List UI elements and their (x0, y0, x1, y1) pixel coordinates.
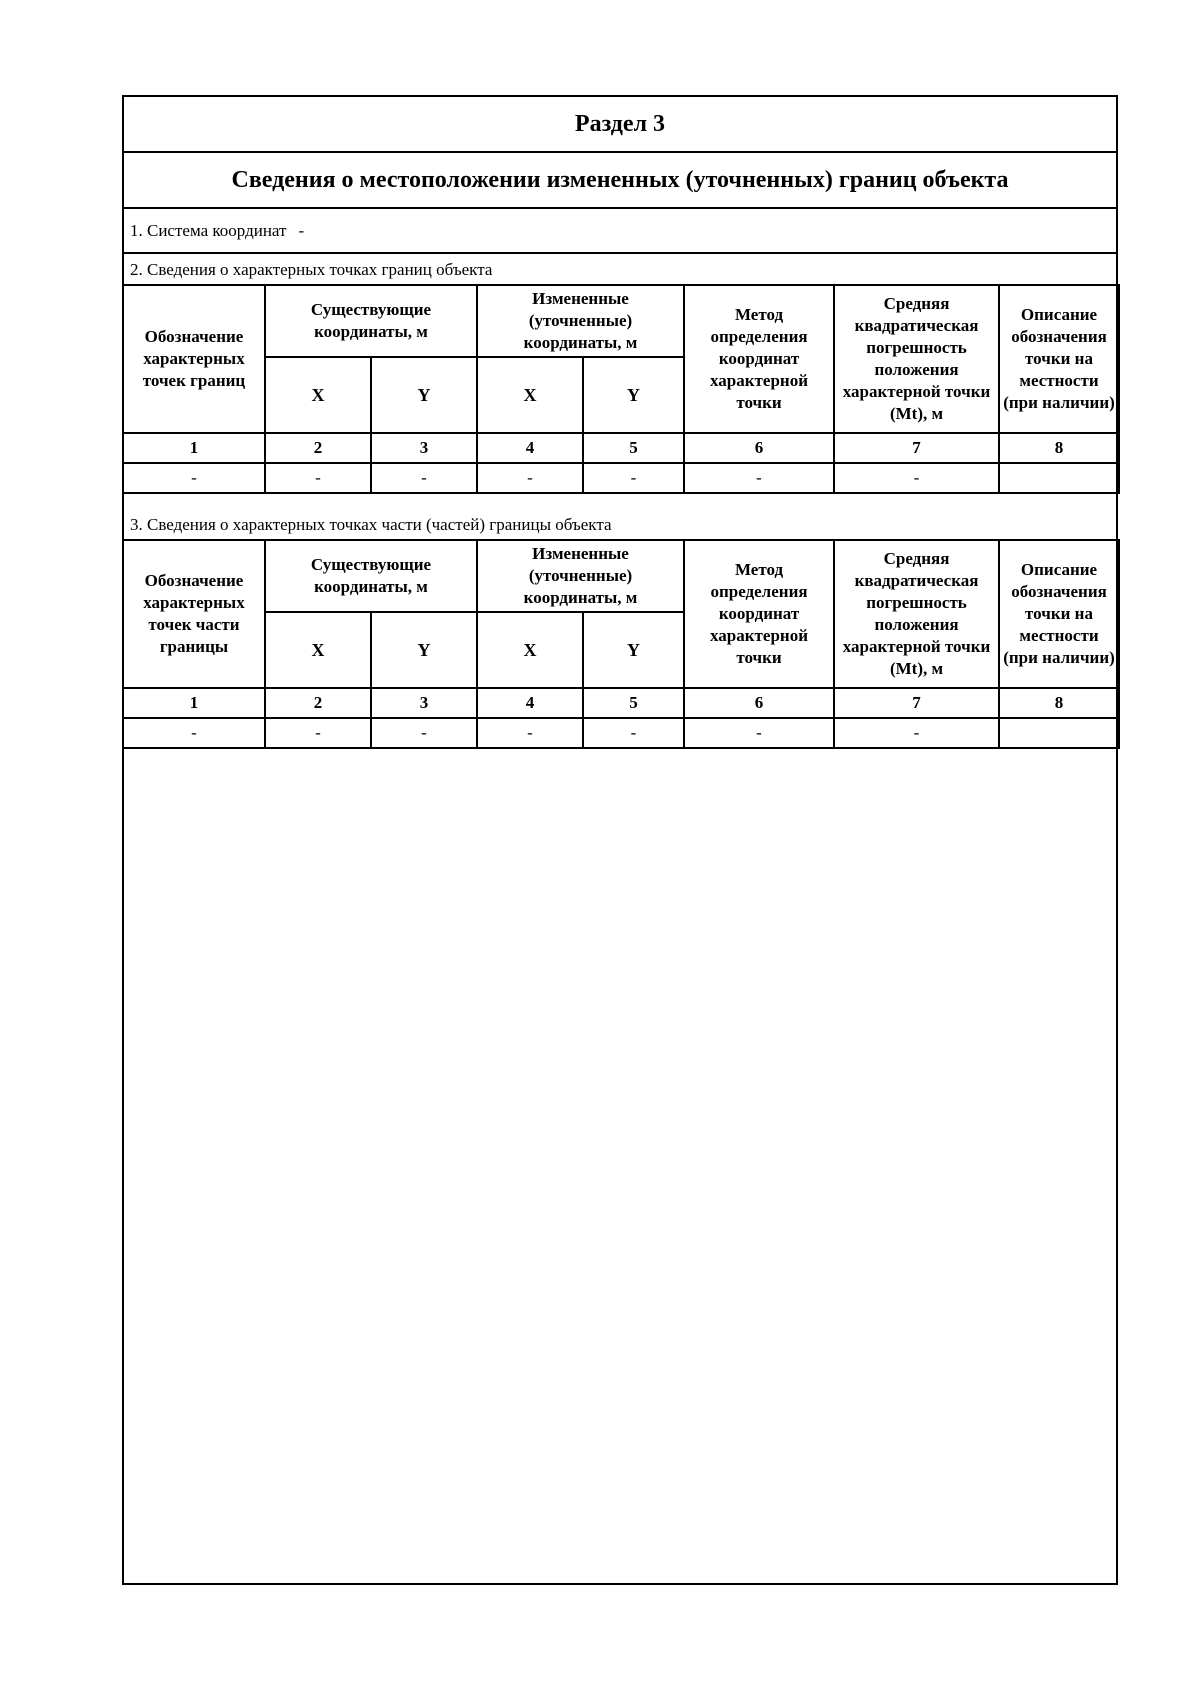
column-number: 3 (371, 688, 477, 718)
header-existing-x: X (265, 612, 371, 688)
section-title: Раздел 3 (124, 97, 1116, 153)
header-point-description: Описание обозначения точки на местности (при наличии) (999, 540, 1119, 688)
column-numbers-row (123, 433, 1119, 463)
table-cell: - (477, 718, 583, 748)
table-cell: - (834, 463, 999, 493)
header-existing-coords: Существующие координаты, м (265, 285, 477, 357)
header-designation: Обозначение характерных точек границ (123, 285, 265, 433)
header-method: Метод определения координат характерной точки (684, 285, 834, 433)
column-number: 7 (834, 688, 999, 718)
header-existing-x: X (265, 357, 371, 433)
header-designation: Обозначение характерных точек части границы (123, 540, 265, 688)
column-number: 3 (371, 433, 477, 463)
header-changed-y: Y (583, 612, 684, 688)
table-cell: - (684, 718, 834, 748)
column-number: 7 (834, 433, 999, 463)
table-cell: - (371, 463, 477, 493)
header-changed-x: X (477, 612, 583, 688)
column-number: 2 (265, 433, 371, 463)
header-point-description: Описание обозначения точки на местности (при наличии) (999, 285, 1119, 433)
table-cell: - (265, 718, 371, 748)
column-numbers-row (123, 688, 1119, 718)
table1-caption: 2. Сведения о характерных точках границ объекта (130, 259, 493, 279)
header-changed-y: Y (583, 357, 684, 433)
column-number: 5 (583, 433, 684, 463)
section-subtitle: Сведения о местоположении измененных (уточненных) границ объекта (124, 153, 1116, 209)
header-existing-y: Y (371, 612, 477, 688)
table-cell (999, 463, 1119, 493)
header-method: Метод определения координат характерной точки (684, 540, 834, 688)
table-cell (999, 718, 1119, 748)
table-cell: - (123, 463, 265, 493)
coord-system-line (124, 209, 1116, 254)
header-mean-square-error: Средняя квадратическая погрешность положения характерной точки (Mt), м (834, 285, 999, 433)
table-cell: - (583, 463, 684, 493)
header-changed-coords: Измененные (уточненные) координаты, м (477, 540, 684, 612)
table-row (123, 463, 1119, 493)
table-cell: - (834, 718, 999, 748)
column-number: 6 (684, 688, 834, 718)
table-cell: - (123, 718, 265, 748)
document-frame (122, 95, 1118, 1585)
column-number: 1 (123, 433, 265, 463)
header-changed-x: X (477, 357, 583, 433)
column-number: 8 (999, 433, 1119, 463)
boundary-points-table (122, 284, 1120, 494)
table-row (123, 718, 1119, 748)
table-cell: - (583, 718, 684, 748)
header-existing-coords: Существующие координаты, м (265, 540, 477, 612)
header-existing-y: Y (371, 357, 477, 433)
column-number: 1 (123, 688, 265, 718)
header-changed-coords: Измененные (уточненные) координаты, м (477, 285, 684, 357)
column-number: 5 (583, 688, 684, 718)
coord-system-label: 1. Система координат (130, 220, 287, 240)
table2-caption: 3. Сведения о характерных точках части (частей) границы объекта (130, 514, 612, 534)
column-number: 6 (684, 433, 834, 463)
table-cell: - (265, 463, 371, 493)
part-boundary-points-table (122, 539, 1120, 749)
header-mean-square-error: Средняя квадратическая погрешность положения характерной точки (Mt), м (834, 540, 999, 688)
column-number: 8 (999, 688, 1119, 718)
column-number: 4 (477, 433, 583, 463)
column-number: 2 (265, 688, 371, 718)
column-number: 4 (477, 688, 583, 718)
table-cell: - (477, 463, 583, 493)
table-cell: - (371, 718, 477, 748)
coord-system-value: - (298, 220, 305, 240)
table-cell: - (684, 463, 834, 493)
